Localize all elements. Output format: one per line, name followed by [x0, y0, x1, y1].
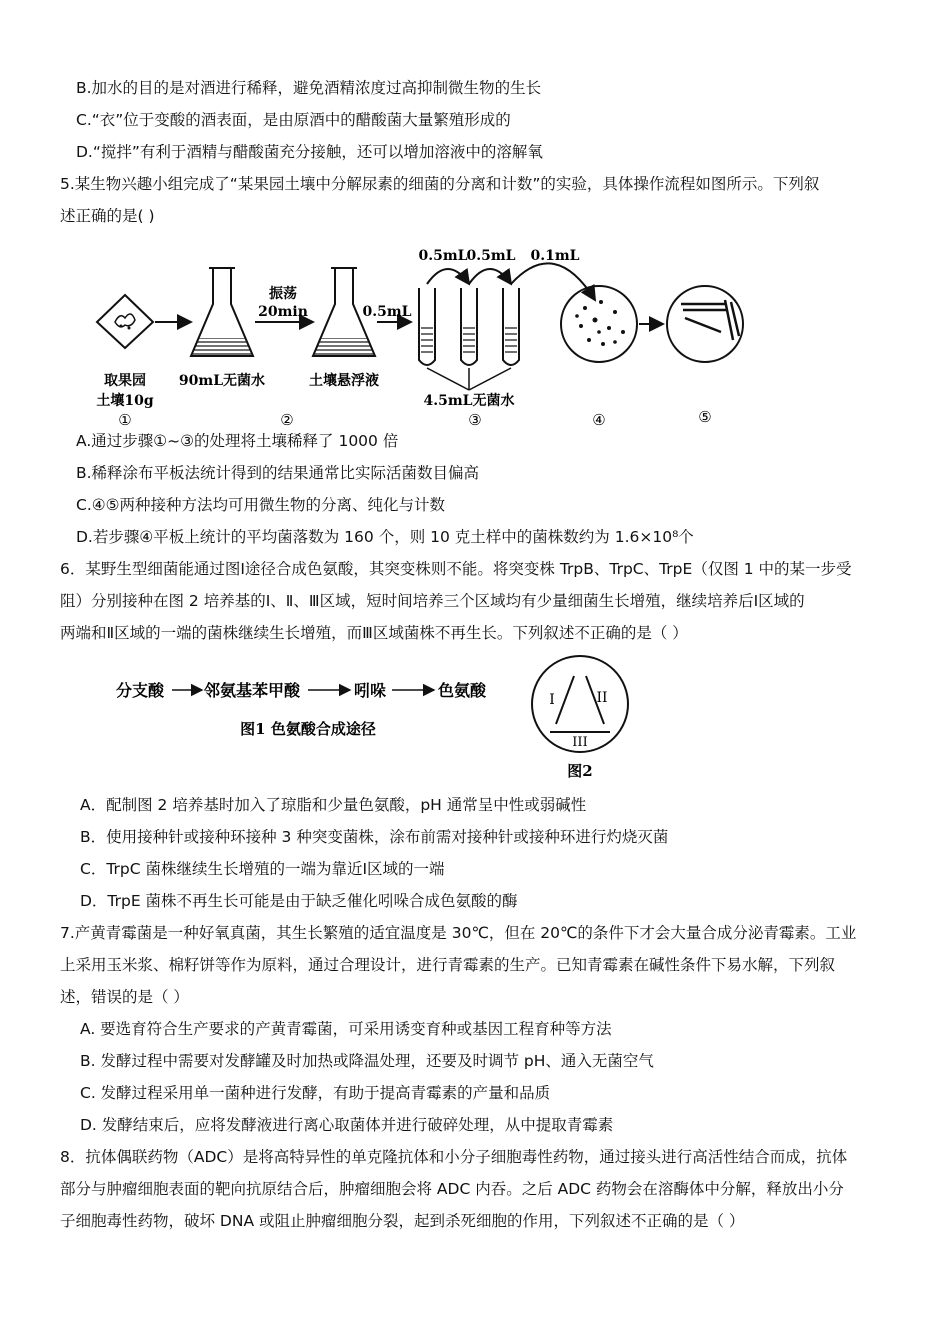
q4-option-c: C.“衣”位于变酸的酒表面，是由原酒中的醋酸菌大量繁殖形成的	[76, 111, 511, 129]
flask-1-icon	[191, 268, 253, 356]
q6-pathway-figure	[110, 670, 510, 750]
step4-number: ④	[592, 411, 606, 429]
arc-arrow-3	[511, 263, 595, 300]
step2-number: ②	[280, 411, 294, 429]
step1-label-1: 取果园	[104, 373, 146, 389]
q5-stem-line-1: 5.某生物兴趣小组完成了“某果园土壤中分解尿素的细菌的分离和计数”的实验，具体操作流程如图所示。下列叙	[60, 175, 820, 193]
q4-option-d: D.“搅拌”有利于酒精与醋酸菌充分接触，还可以增加溶液中的溶解氧	[76, 143, 543, 161]
q4-option-b: B.加水的目的是对酒进行稀释，避免酒精浓度过高抑制微生物的生长	[76, 79, 542, 97]
step5-number: ⑤	[698, 408, 712, 426]
q6-stem-line-2: 阻）分别接种在图 2 培养基的Ⅰ、Ⅱ、Ⅲ区域，短时间培养三个区域均有少量细菌生长增殖，继续培养后Ⅰ区域的	[60, 592, 805, 610]
q6-stem-line-3: 两端和Ⅱ区域的一端的菌株继续生长增殖，而Ⅲ区域菌株不再生长。下列叙述不正确的是（ ）	[60, 624, 688, 642]
q7-option-d: D. 发酵结束后，应将发酵液进行离心取菌体并进行破碎处理，从中提取青霉素	[80, 1116, 614, 1134]
step3-number: ③	[468, 411, 482, 429]
plate-streak-icon	[667, 286, 743, 362]
q5-option-d: D.若步骤④平板上统计的平均菌落数为 160 个，则 10 克土样中的菌株数约为 1.6×10⁸个	[76, 528, 694, 546]
pathway-node-1: 分支酸	[116, 681, 165, 700]
soil-sample-icon	[97, 295, 153, 348]
region-3-label: III	[572, 735, 588, 750]
shake-label-1: 振荡	[269, 286, 297, 302]
q6-option-a: A．配制图 2 培养基时加入了琼脂和少量色氨酸，pH 通常呈中性或弱碱性	[80, 796, 587, 814]
fig1-caption: 图1 色氨酸合成途径	[240, 720, 376, 738]
pathway-node-2: 邻氨基苯甲酸	[204, 681, 301, 700]
q7-stem-line-1: 7.产黄青霉菌是一种好氧真菌，其生长繁殖的适宜温度是 30℃，但在 20℃的条件下才会大量合成分泌青霉素。工业	[60, 924, 857, 942]
fig2-caption: 图2	[567, 762, 593, 780]
arc-arrow-1	[427, 269, 469, 284]
q5-option-b: B.稀释涂布平板法统计得到的结果通常比实际活菌数目偏高	[76, 464, 480, 482]
transfer-label-1: 0.5mL	[362, 304, 412, 320]
tubes-label: 4.5mL无菌水	[423, 393, 515, 409]
q5-stem-line-2: 述正确的是( )	[60, 207, 155, 225]
q7-option-a: A. 要选育符合生产要求的产黄青霉菌，可采用诱变育种或基因工程育种等方法	[80, 1020, 612, 1038]
transfer-label-3: 0.5mL	[466, 248, 516, 264]
pathway-node-4: 色氨酸	[438, 681, 487, 700]
q6-option-c: C．TrpC 菌株继续生长增殖的一端为靠近Ⅰ区域的一端	[80, 860, 445, 878]
q7-option-c: C. 发酵过程采用单一菌种进行发酵，有助于提高青霉素的产量和品质	[80, 1084, 551, 1102]
q5-option-a: A.通过步骤①~③的处理将土壤稀释了 1000 倍	[76, 432, 399, 450]
q5-option-c: C.④⑤两种接种方法均可用微生物的分离、纯化与计数	[76, 496, 446, 514]
shake-label-2: 20min	[258, 304, 308, 320]
arc-arrow-2	[469, 269, 511, 284]
test-tubes-icon	[419, 288, 519, 390]
transfer-label-4: 0.1mL	[530, 248, 580, 264]
transfer-label-2: 0.5mL	[418, 248, 468, 264]
q7-option-b: B. 发酵过程中需要对发酵罐及时加热或降温处理，还要及时调节 pH、通入无菌空气	[80, 1052, 654, 1070]
step1-number: ①	[118, 411, 132, 429]
q7-stem-line-3: 述，错误的是（ ）	[60, 988, 189, 1006]
flask1-label: 90mL无菌水	[178, 373, 266, 389]
plate-spread-icon	[561, 286, 637, 362]
q6-option-d: D．TrpE 菌株不再生长可能是由于缺乏催化吲哚合成色氨酸的酶	[80, 892, 518, 910]
q6-plate-figure	[520, 652, 640, 784]
q6-option-b: B．使用接种针或接种环接种 3 种突变菌株，涂布前需对接种针或接种环进行灼烧灭菌	[80, 828, 669, 846]
q8-stem-line-3: 子细胞毒性药物，破坏 DNA 或阻止肿瘤细胞分裂，起到杀死细胞的作用，下列叙述不正确的是（ ）	[60, 1212, 745, 1230]
q5-procedure-figure	[85, 240, 765, 430]
region-1-label: I	[549, 692, 555, 708]
step1-label-2: 土壤10g	[96, 393, 154, 409]
flask2-label: 土壤悬浮液	[309, 373, 379, 389]
region-2-label: II	[596, 690, 608, 706]
pathway-node-3: 吲哚	[354, 681, 387, 700]
q8-stem-line-1: 8．抗体偶联药物（ADC）是将高特异性的单克隆抗体和小分子细胞毒性药物，通过接头进行高活性结合而成，抗体	[60, 1148, 848, 1166]
q7-stem-line-2: 上采用玉米浆、棉籽饼等作为原料，通过合理设计，进行青霉素的生产。已知青霉素在碱性条件下易水解，下列叙	[60, 956, 836, 974]
q8-stem-line-2: 部分与肿瘤细胞表面的靶向抗原结合后，肿瘤细胞会将 ADC 内吞。之后 ADC 药物会在溶酶体中分解，释放出小分	[60, 1180, 844, 1198]
q6-stem-line-1: 6．某野生型细菌能通过图Ⅰ途径合成色氨酸，其突变株则不能。将突变株 TrpB、TrpC、TrpE（仅图 1 中的某一步受	[60, 560, 852, 578]
